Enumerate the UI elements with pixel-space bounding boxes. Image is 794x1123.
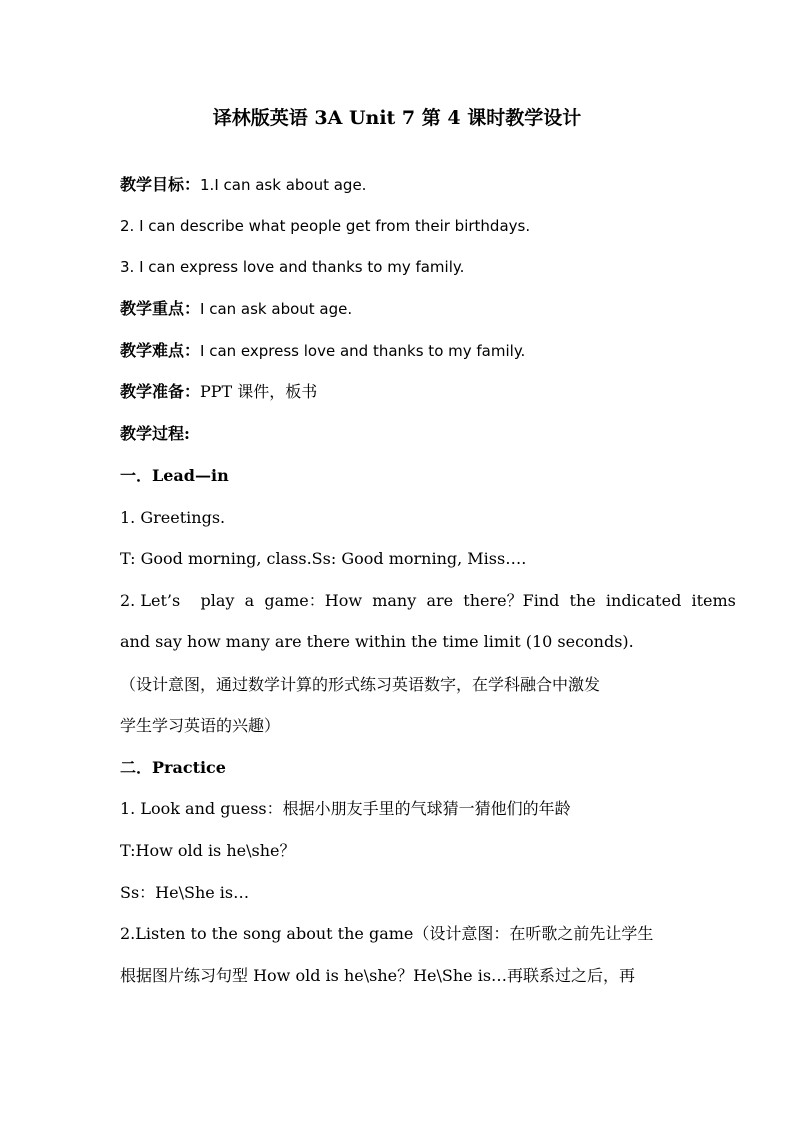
objective-2-line: 2. I can describe what people get from their birthdays. [120, 217, 531, 235]
listen-line-2: 根据图片练习句型 How old is he\she？He\She is…再联系过之后，再 [120, 966, 636, 985]
game-line-1: 2. Let’s play a game：How many are there？Find the indicated items [120, 591, 736, 610]
key-points-text: I can ask about age. [200, 300, 353, 318]
difficulties-line [120, 339, 680, 363]
key-points-label: 教学重点： [120, 299, 201, 318]
practice-answer-line: Ss：He\She is… [120, 883, 250, 902]
objectives-label: 教学目标： [120, 175, 201, 194]
section-1-heading: 一．Lead—in [120, 466, 229, 485]
greetings-line: 1. Greetings. [120, 508, 226, 527]
difficulties-label: 教学难点： [120, 341, 201, 360]
preparation-label: 教学准备： [120, 382, 201, 401]
process-heading: 教学过程: [120, 424, 190, 443]
practice-question-line: T:How old is he\she？ [120, 841, 296, 860]
listen-line-1: 2.Listen to the song about the game（设计意图：在听歌之前先让学生 [120, 924, 654, 943]
intent-line-1: （设计意图，通过数学计算的形式练习英语数字，在学科融合中激发 [120, 675, 601, 694]
objective-3-line: 3. I can express love and thanks to my family. [120, 258, 465, 276]
preparation-line [120, 380, 680, 404]
key-points-line [120, 297, 680, 321]
difficulties-text: I can express love and thanks to my family. [200, 342, 526, 360]
document-title: 译林版英语 3A Unit 7 第 4 课时教学设计 [212, 107, 582, 129]
practice-1-line: 1. Look and guess：根据小朋友手里的气球猜一猜他们的年龄 [120, 799, 571, 818]
objective-1-text: 1.I can ask about age. [200, 176, 367, 194]
dialogue-line: T: Good morning, class.Ss: Good morning, Miss…. [120, 549, 527, 568]
section-2-heading: 二．Practice [120, 758, 226, 777]
preparation-text: PPT 课件，板书 [200, 382, 318, 401]
game-line-2: and say how many are there within the time limit (10 seconds). [120, 632, 634, 651]
intent-line-2: 学生学习英语的兴趣） [120, 716, 281, 735]
objectives-line [120, 173, 680, 197]
